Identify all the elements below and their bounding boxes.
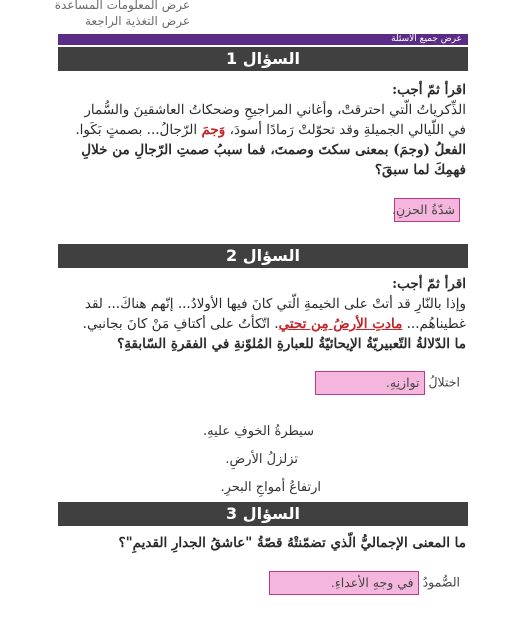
question-1-instruction: اقرأ ثمّ أجب: bbox=[392, 82, 466, 98]
question-3-answer bbox=[269, 571, 460, 595]
answer-option-3[interactable]: ارتفاعُ أمواجِ البحرِ. bbox=[220, 480, 321, 495]
question-1-prompt-line1: الفعلُ (وجمَ) بمعنى سكتَ وصمتَ، فما سببُ صمتِ الرّجالِ من خلالِ bbox=[81, 142, 466, 158]
question-2-prompt: ما الدّلالةُ التّعبيريّةُ الإيحائيّةُ للعبارةِ المُلوّنةِ في الفقرةِ السّابقةِ؟ bbox=[117, 336, 466, 352]
question-1-passage-line1: الذِّكرياتُ الّتي احترقتْ، وأغاني المراجيحِ وضحكاتُ العاشقينَ والسُّمار bbox=[84, 102, 466, 118]
passage-text: الرّجالُ... بصمتٍ بَكَوا. bbox=[75, 122, 202, 138]
highlighted-word: وَجمَ bbox=[201, 122, 226, 138]
question-3-header: السؤال 3 bbox=[58, 502, 468, 526]
question-1-header: السؤال 1 bbox=[58, 47, 468, 71]
answer-highlight: توازنِهِ. bbox=[315, 371, 425, 395]
question-1-passage-line2 bbox=[58, 120, 466, 140]
question-1-prompt-line2: فهمِكَ لما سبقَ؟ bbox=[374, 162, 466, 178]
show-feedback-link[interactable]: عرض التغذية الراجعة bbox=[85, 14, 190, 28]
answer-highlight: في وجهِ الأعداءِ. bbox=[269, 571, 419, 595]
question-2-passage-line2 bbox=[58, 314, 466, 334]
question-2-answer bbox=[315, 371, 461, 395]
question-1-answer bbox=[394, 198, 460, 222]
answer-option-2[interactable]: تزلزلُ الأرضِ. bbox=[225, 452, 298, 467]
question-2-header: السؤال 2 bbox=[58, 244, 468, 268]
show-all-questions-bar[interactable] bbox=[58, 34, 468, 45]
show-all-questions-label: عرض جميع الأسئلة bbox=[391, 34, 462, 44]
show-help-info-link[interactable]: عرض المعلومات المساعدة bbox=[54, 0, 190, 12]
answer-option-1[interactable]: سيطرةُ الخوفِ عليهِ. bbox=[203, 424, 314, 439]
passage-text: . اتّكأتُ على أكتافِ مَنْ كانَ بجانبي. bbox=[82, 316, 279, 332]
answer-highlight: شدّةُ الحزنِ. bbox=[394, 198, 460, 222]
passage-text: في اللّيالي الجميلةِ وقد تحوّلتْ رَمادًا أسودَ، bbox=[225, 122, 466, 138]
answer-prefix: اختلالُ bbox=[424, 374, 460, 390]
question-2-passage-line1: وإذا بالنّارِ قد أتتْ على الخيمةِ الّتي كانَ فيها الأولادُ... إنّهم هناكَ... لقد bbox=[84, 296, 466, 312]
highlighted-phrase: مادتِ الأرضُ مِن تحتي bbox=[278, 316, 403, 332]
passage-text: غطيناهُم... bbox=[402, 316, 466, 332]
question-2-instruction: اقرأ ثمّ أجب: bbox=[392, 276, 466, 292]
question-2-body bbox=[58, 274, 466, 354]
question-1-body bbox=[58, 80, 466, 180]
answer-prefix: الصُّمودُ bbox=[418, 574, 460, 590]
question-3-prompt: ما المعنى الإجماليُّ الّذي تضمّنتْهُ قصّةُ "عاشقُ الجدارِ القديمِ"؟ bbox=[118, 535, 466, 551]
